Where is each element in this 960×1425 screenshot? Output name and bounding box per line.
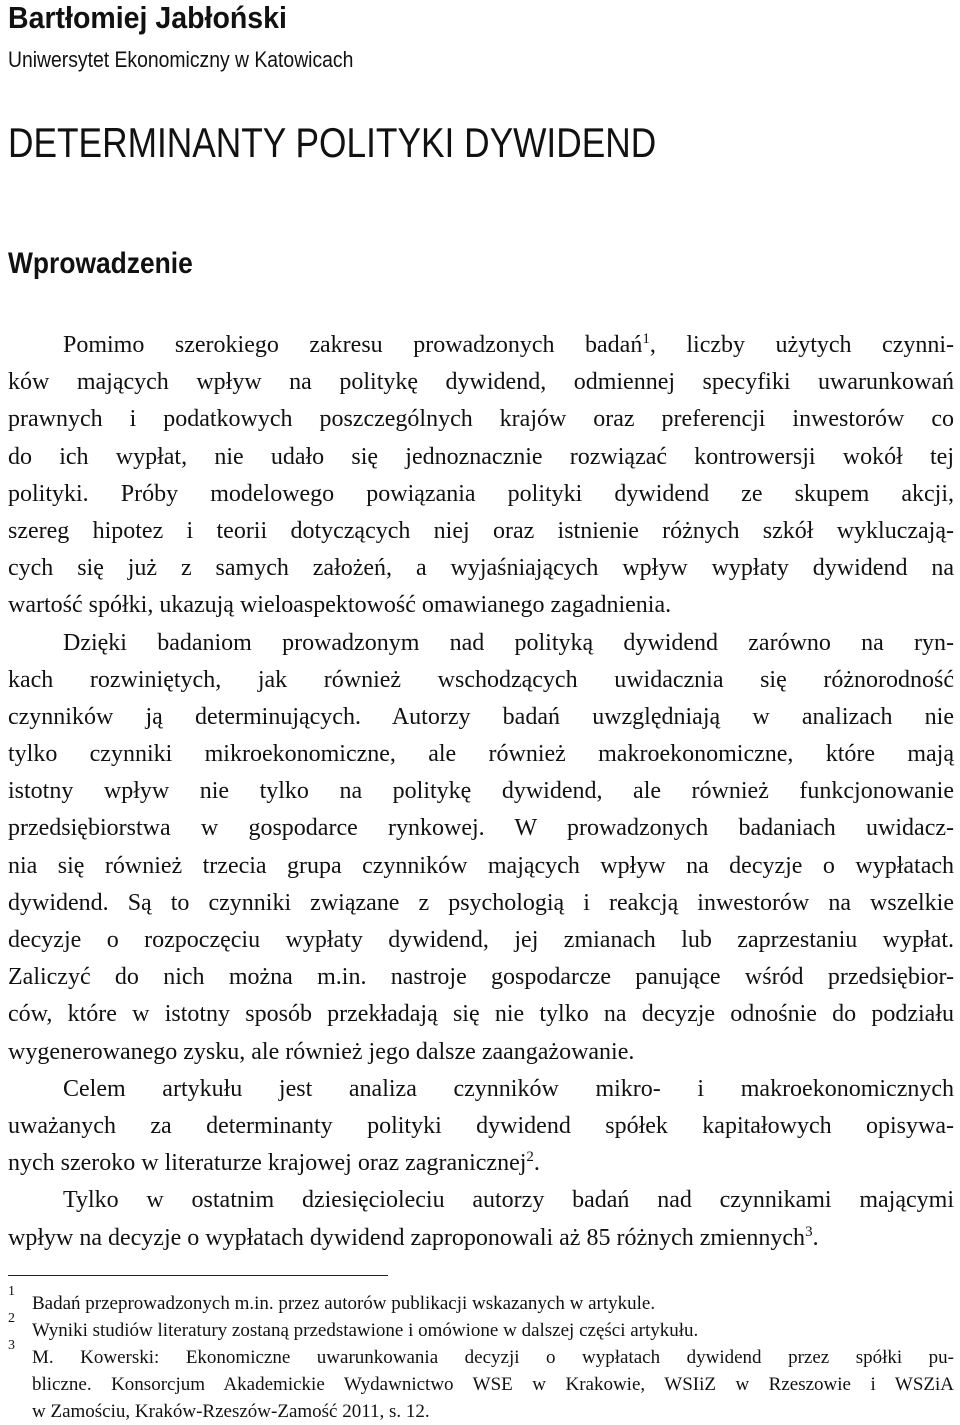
body-line-text: wpływ na decyzje o wypłatach dywidend zaproponowali aż 85 różnych zmiennych	[8, 1224, 806, 1251]
footnote-divider	[8, 1275, 388, 1276]
body-line-text: nych szeroko w literaturze krajowej oraz zagranicznej	[8, 1150, 527, 1177]
body-line: szereg hipotez i teorii dotyczących niej oraz istnienie różnych szkół wykluczają-	[8, 517, 954, 544]
body-line: polityki. Próby modelowego powiązania polityki dywidend ze skupem akcji,	[8, 480, 954, 507]
footnote-line: M. Kowerski: Ekonomiczne uwarunkowania decyzji o wypłatach dywidend przez spółki pu-	[32, 1347, 954, 1368]
footnote-3	[8, 1338, 954, 1425]
footnote-line: Wyniki studiów literatury zostaną przedstawione i omówione w dalszej części artykułu.	[32, 1320, 699, 1341]
footnote-1	[8, 1284, 954, 1317]
body-line-text: Pomimo szerokiego zakresu prowadzonych badań	[63, 332, 643, 358]
body-line: cych się już z samych założeń, a wyjaśniających wpływ wypłaty dywidend na	[8, 555, 954, 582]
body-line: nia się również trzecia grupa czynników mających wpływ na decyzje o wypłatach	[8, 852, 954, 879]
section-heading: Wprowadzenie	[8, 247, 193, 280]
body-line: dywidend. Są to czynniki związane z psychologią i reakcją inwestorów na wszelkie	[8, 889, 954, 916]
body-line: do ich wypłat, nie udało się jednoznacznie rozwiązać kontrowersji wokół tej	[8, 443, 954, 470]
footnote-ref-1: 1	[642, 331, 650, 347]
author-name: Bartłomiej Jabłoński	[8, 0, 287, 35]
footnote-ref-2: 2	[526, 1149, 534, 1166]
body-line: tylko czynniki mikroekonomiczne, ale również makroekonomiczne, które mają	[8, 741, 954, 768]
article-body	[8, 327, 954, 1257]
body-line: czynników ją determinujących. Autorzy badań uwzględniają w analizach nie	[8, 703, 954, 730]
body-line: Tylko w ostatnim dziesięcioleciu autorzy badań nad czynnikami mającymi	[63, 1187, 954, 1214]
body-line: prawnych i podatkowych poszczególnych krajów oraz preferencji inwestorów co	[8, 406, 954, 433]
body-line: istotny wpływ nie tylko na politykę dywidend, ale również funkcjonowanie	[8, 778, 954, 805]
body-line	[8, 1145, 954, 1182]
body-line: uważanych za determinanty polityki dywidend spółek kapitałowych opisywa-	[8, 1112, 954, 1139]
author-affiliation: Uniwersytet Ekonomiczny w Katowicach	[8, 47, 354, 72]
body-line: ców, które w istotny sposób przekładają się nie tylko na decyzje odnośnie do podziału	[8, 1001, 954, 1028]
body-line-tail: , liczby użytych czynni-	[649, 332, 955, 358]
footnote-ref-3: 3	[805, 1223, 813, 1240]
body-line: wygenerowanego zysku, ale również jego dalsze zaangażowanie.	[8, 1038, 635, 1065]
footnote-number: 2	[8, 1311, 15, 1326]
footnote-line: bliczne. Konsorcjum Akademickie Wydawnictwo WSE w Krakowie, WSIiZ w Rzeszowie i WSZiA	[32, 1374, 954, 1395]
footnote-number: 1	[8, 1284, 15, 1299]
footnote-number: 3	[8, 1338, 15, 1353]
footnotes	[8, 1284, 954, 1425]
body-line: przedsiębiorstwa w gospodarce rynkowej. W prowadzonych badaniach uwidacz-	[8, 815, 954, 842]
body-line: kach rozwiniętych, jak również wschodzących uwidacznia się różnorodność	[8, 666, 954, 693]
body-line: Celem artykułu jest analiza czynników mikro- i makroekonomicznych	[63, 1075, 954, 1102]
article-title: DETERMINANTY POLITYKI DYWIDEND	[8, 119, 657, 166]
body-line	[8, 1220, 954, 1257]
body-line: Dzięki badaniom prowadzonym nad polityką dywidend zarówno na ryn-	[63, 629, 954, 656]
body-line	[8, 327, 954, 364]
body-line-tail: .	[812, 1224, 819, 1251]
body-line: Zaliczyć do nich można m.in. nastroje gospodarcze panujące wśród przedsiębior-	[8, 964, 954, 991]
footnote-2	[8, 1311, 954, 1344]
footnote-line: Badań przeprowadzonych m.in. przez autorów publikacji wskazanych w artykule.	[32, 1293, 656, 1314]
body-line-tail: .	[533, 1150, 540, 1177]
body-line: wartość spółki, ukazują wieloaspektowość omawianego zagadnienia.	[8, 592, 672, 619]
body-line: ków mających wpływ na politykę dywidend, odmiennej specyfiki uwarunkowań	[8, 369, 954, 396]
footnote-line: w Zamościu, Kraków-Rzeszów-Zamość 2011, s. 12.	[32, 1401, 430, 1422]
body-line: decyzje o rozpoczęciu wypłaty dywidend, jej zmianach lub zaprzestaniu wypłat.	[8, 927, 954, 953]
